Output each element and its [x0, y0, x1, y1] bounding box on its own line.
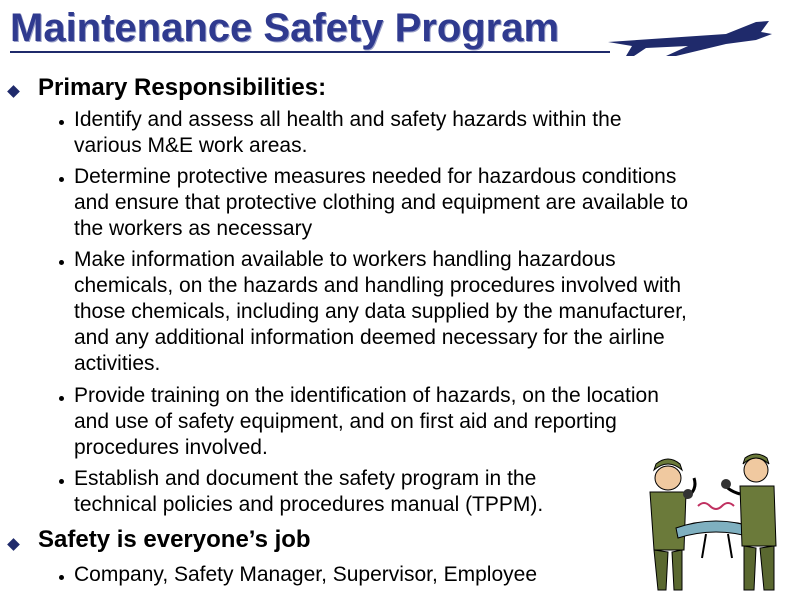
list-item: Establish and document the safety program in the technical policies and procedures manual (TPPM). [74, 467, 544, 516]
slide-title: Maintenance Safety Program [10, 6, 560, 50]
airplane-icon [606, 12, 776, 62]
sub-bullet-icon [59, 177, 64, 182]
list-item: Determine protective measures needed for hazardous conditions and ensure that protective clothing and equipment are available to the workers as necessary [74, 165, 689, 240]
sub-bullet-icon [59, 260, 64, 265]
title-underline [10, 51, 610, 53]
list-item: Company, Safety Manager, Supervisor, Employee [74, 563, 538, 586]
sub-bullet-icon [59, 479, 64, 484]
list-item: Provide training on the identification of hazards, on the location and use of safety equipment, and on first aid and reporting procedures involved. [74, 384, 659, 459]
section-heading: Safety is everyone’s job [38, 526, 311, 553]
sub-bullet-icon [59, 396, 64, 401]
sub-bullet-icon [59, 120, 64, 125]
section-heading: Primary Responsibilities: [38, 74, 327, 101]
list-item: Identify and assess all health and safety hazards within the various M&E work areas. [74, 108, 622, 157]
section-bullet-icon [7, 538, 20, 551]
workers-on-phone-clipart [636, 450, 796, 595]
section-bullet-icon [7, 85, 20, 98]
sub-bullet-icon [59, 575, 64, 580]
list-item: Make information available to workers handling hazardous chemicals, on the hazards and handling procedures involved with those chemicals, including any data supplied by the manufacturer, and any additional information deemed necessary for the airline activities. [74, 248, 687, 375]
